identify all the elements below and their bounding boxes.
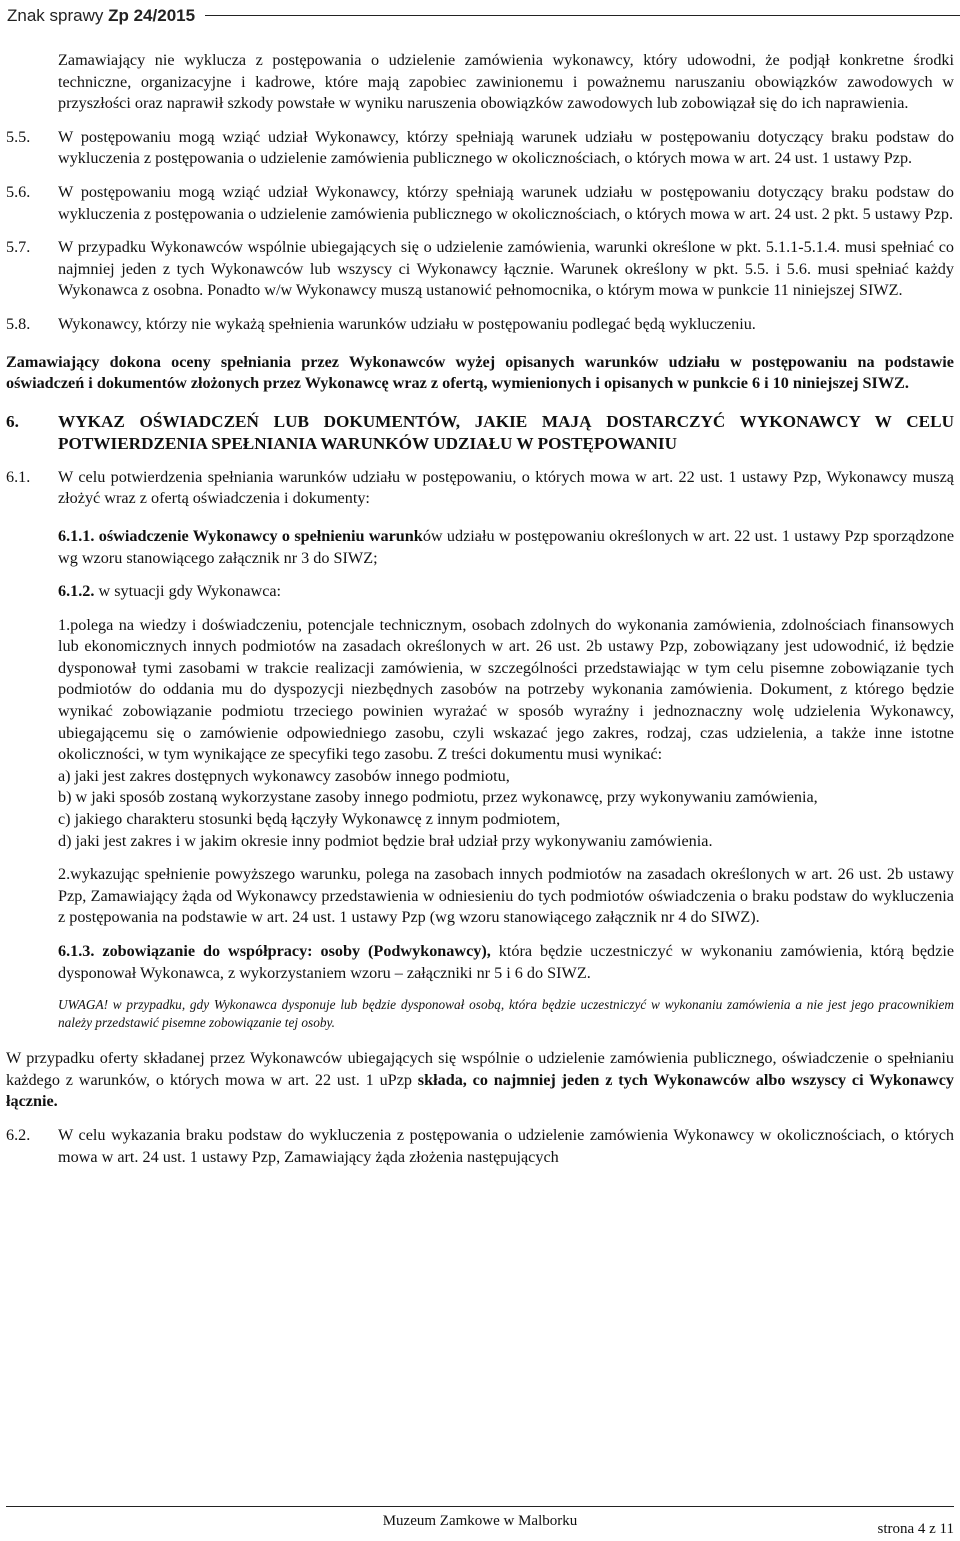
section-number: 6.2. — [6, 1125, 31, 1144]
item-text: polega na wiedzy i doświadczeniu, potencjale technicznym, osobach zdolnych do wykonania zamówienia, zdolnościach finansowych lub ekonomicznych innych podmiotów na zasadach określonych w art. 26 ust. 2b ustawy Pzp, zobowiązany jest udowodnić, iż będzie dysponował tymi zasobami w trakcie realizacji zamówienia, w szczególności przedstawiając w tym celu pisemne zobowiązanie tych podmiotów do oddania mu do dyspozycji niezbędnych zasobów na potrzeby wykonania zamówienia. Dokument, z którego będzie wynikać zobowiązanie podmiotu trzeciego powinien wyrażać w sposób wyraźny i jednoznaczny wolę udzielenia Wykonawcy, ubiegającemu się o zamówienie odpowiedniego zasobu, czyli wskazać jego zakres, rodzaj, czas udzielenia, a także inne istotne okoliczności, w tym wynikające ze specyfiki tego zasobu. Z treści dokumentu musi wynikać: — [58, 615, 954, 764]
item-number: 1. — [58, 615, 71, 634]
section-text: W celu potwierdzenia spełniania warunków udziału w postępowaniu, o których mowa w art. 22 ust. 1 ustawy Pzp, Wykonawcy muszą złożyć wraz z ofertą oświadczenia i dokumenty: — [58, 467, 954, 508]
list-item-1 — [6, 615, 954, 766]
section-text: w sytuacji gdy Wykonawca: — [98, 582, 282, 601]
document-body — [6, 50, 954, 1168]
section-number: 6.1.1. — [58, 526, 95, 545]
section-text: W postępowaniu mogą wziąć udział Wykonawcy, którzy spełniają warunek udziału w postępowaniu dotyczący braku podstaw do wykluczenia z postępowania o udzielenie zamówienia publicznego w okolicznościach, o których mowa w art. 24 ust. 2 pkt. 5 ustawy Pzp. — [58, 182, 954, 223]
section-bold-text: zobowiązanie do współpracy: osoby (Podwykonawcy), — [102, 942, 491, 960]
section-text: W celu wykazania braku podstaw do wykluczenia z postępowania o udzielenie zamówienia Wykonawcy w okolicznościach, o których mowa w art. 24 ust. 1 ustawy Pzp — [58, 1125, 954, 1166]
list-subitem-c: c) jakiego charakteru stosunki będą łączyły Wykonawcę z innym podmiotem, — [58, 810, 561, 829]
section-text: W postępowaniu mogą wziąć udział Wykonawcy, którzy spełniają warunek udziału w postępowaniu dotyczący braku podstaw do wykluczenia z postępowania o udzielenie zamówienia publicznego w okolicznościach, o których mowa w art. 24 ust. 1 ustawy Pzp. — [58, 127, 954, 168]
header-rule — [205, 15, 960, 16]
section-6-2 — [6, 1125, 954, 1168]
paragraph-intro: Zamawiający nie wyklucza z postępowania o udzielenie zamówienia wykonawcy, który udowodni, że podjął konkretne środki techniczne, organizacyjne i kadrowe, które mają zapobiec zawinionemu i poważnemu naruszaniu obowiązków zawodowych w przyszłości oraz naprawił szkody powstałe w wyniku naruszenia obowiązków zawodowych lub zobowiązał się do ich naprawienia. — [58, 51, 954, 113]
item-text: wykazując spełnienie powyższego warunku, polega na zasobach innych podmiotów na zasadach określonych w art. 26 ust. 2b ustawy Pzp, Zamawiający żąda od Wykonawcy przedstawienia w odniesieniu do tych podmiotów oświadczenia o braku podstaw do wykluczenia z postępowania na podstawie w art. 24 ust. 1 ustawy Pzp (wg wzoru stanowiącego załącznik nr 4 do SIWZ). — [58, 865, 954, 927]
section-5-5 — [6, 127, 954, 170]
item-number: 2. — [58, 865, 71, 884]
paragraph-joint-offer — [6, 1048, 954, 1113]
footer-rule — [6, 1506, 954, 1507]
section-number: 5.8. — [6, 314, 31, 333]
case-label: Znak sprawy — [7, 6, 104, 25]
footer-institution: Muzeum Zamkowe w Malborku — [382, 1513, 578, 1529]
section-text: Wykonawcy, którzy nie wykażą spełnienia warunków udziału w postępowaniu podlegać będą wykluczeniu. — [58, 314, 756, 333]
section-bold-text: oświadczenie Wykonawcy o spełnieniu warunk — [98, 526, 423, 545]
section-5-8 — [6, 314, 954, 336]
paragraph-text: W przypadku oferty składanej przez Wykonawców ubiegających się wspólnie o udzielenie zamówienia publicznego, oświadczenie o spełnianiu każdego z warunków, o których mowa w art. 22 ust. 1 uPzp — [6, 1049, 954, 1089]
section-number: 5.6. — [6, 182, 31, 201]
section-6-1-2 — [6, 581, 954, 603]
uwaga-note: UWAGA! w przypadku, gdy Wykonawca dysponuje lub będzie dysponował osobą, która będzie uczestniczyć w wykonaniu zamówienia a nie jest jego pracownikiem należy przedstawić pisemne zobowiązanie tej osoby. — [58, 997, 954, 1031]
heading-number: 6. — [6, 411, 19, 431]
paragraph-bold-text: składa, co najmniej jeden z tych Wykonawców albo wszyscy ci Wykonawcy łącznie. — [6, 1070, 954, 1111]
page-footer — [0, 1494, 960, 1541]
section-text: W przypadku Wykonawców wspólnie ubiegających się o udzielenie zamówienia, warunki określone w pkt. 5.1.1-5.1.4. musi spełniać co najmniej jeden z tych Wykonawców lub wszyscy ci Wykonawcy łącznie. Warunek określony w pkt. 5.5. i 5.6. musi spełniać każdy Wykonawca z osobna. Ponadto w/w Wykonawcy muszą ustanowić pełnomocnika, o którym mowa w punkcie 11 niniejszej SIWZ. — [58, 238, 954, 300]
list-subitem-d: d) jaki jest zakres i w jakim okresie inny podmiot będzie brał udział przy wykonywaniu zamówienia. — [58, 831, 713, 850]
section-6-1-3 — [6, 941, 954, 984]
heading-text: WYKAZ OŚWIADCZEŃ LUB DOKUMENTÓW, JAKIE MAJĄ DOSTARCZYĆ WYKONAWCY W CELU POTWIERDZENIA SPEŁNIANIA WARUNKÓW UDZIAŁU W POSTĘPOWANIU — [58, 411, 954, 453]
section-6-1-1 — [6, 526, 954, 569]
section-text: ów udziału w postępowaniu określonych w art. 22 ust. 1 ustawy Pzp sporządzone wg wzoru stanowiącego załącznik nr 3 do SIWZ; — [58, 526, 955, 567]
section-number: 6.1. — [6, 467, 31, 486]
case-number: Zp 24/2015 — [108, 6, 196, 25]
paragraph-assessment: Zamawiający dokona oceny spełniania przez Wykonawców wyżej opisanych warunków udziału w postępowaniu na podstawie oświadczeń i dokumentów złożonych przez Wykonawcę wraz z ofertą, wymienionych i opisanych w punkcie 6 i 10 niniejszej SIWZ. — [6, 352, 954, 393]
list-subitem-a: a) jaki jest zakres dostępnych wykonawcy zasobów innego podmiotu, — [58, 766, 510, 785]
section-5-7 — [6, 237, 954, 302]
section-6-heading — [6, 411, 954, 455]
section-number: 6.1.3. — [58, 942, 95, 960]
section-text-cont: , Zamawiający żąda złożenia następujących — [276, 1147, 559, 1166]
section-number: 5.7. — [6, 238, 31, 257]
section-5-6 — [6, 182, 954, 225]
section-text: która będzie uczestniczyć w wykonaniu zamówienia, którą będzie dysponował Wykonawca, z wykorzystaniem wzoru – załączniki nr 5 i 6 do SIWZ. — [58, 942, 955, 982]
list-subitem-b: b) w jaki sposób zostaną wykorzystane zasoby innego podmiotu, przez wykonawcę, przy wykonywaniu zamówienia, — [58, 788, 818, 807]
section-number: 6.1.2. — [58, 582, 95, 601]
page-number: strona 4 z 11 — [877, 1521, 954, 1537]
section-number: 5.5. — [6, 127, 31, 146]
case-reference — [7, 6, 195, 26]
list-item-2 — [6, 864, 954, 929]
section-6-1 — [6, 467, 954, 510]
page-header — [0, 0, 960, 36]
